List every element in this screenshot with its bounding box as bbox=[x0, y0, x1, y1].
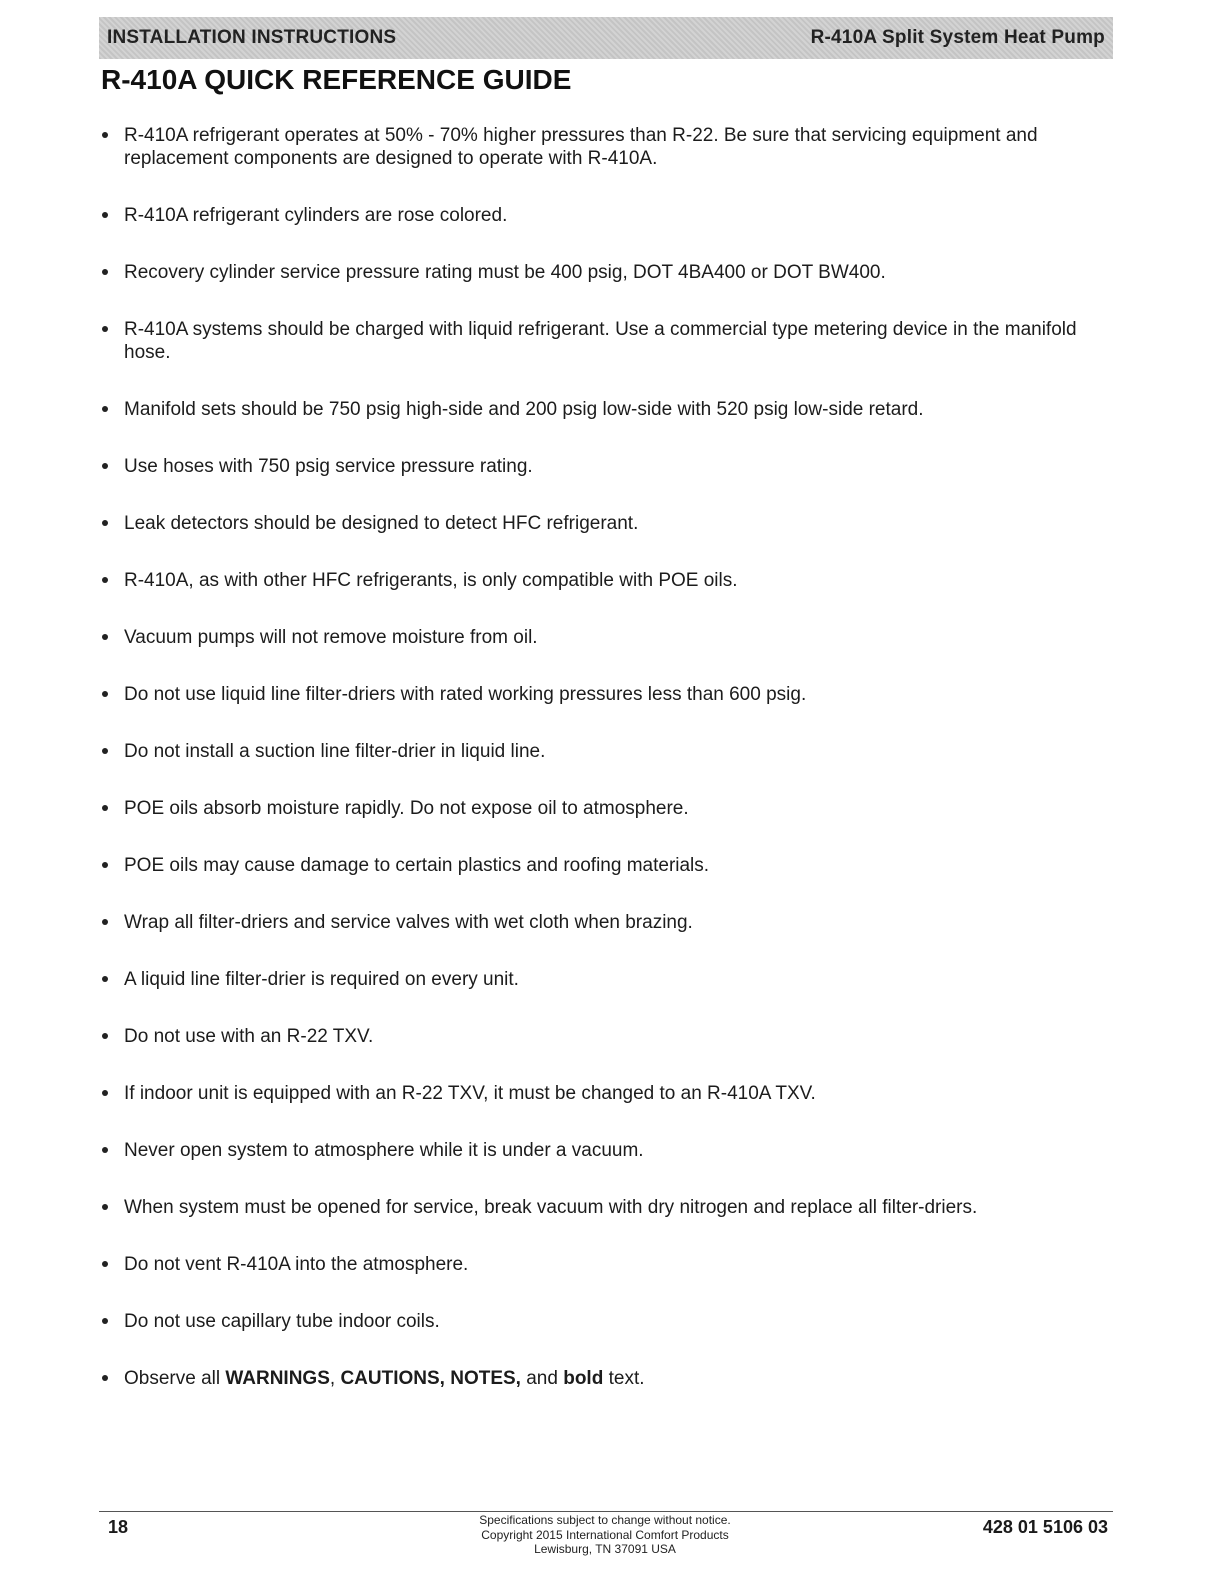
list-item bbox=[100, 318, 1110, 364]
bullet-icon bbox=[102, 1261, 108, 1267]
list-item bbox=[100, 261, 1110, 284]
list-item bbox=[100, 1253, 1110, 1276]
list-item-text: POE oils absorb moisture rapidly. Do not expose oil to atmosphere. bbox=[124, 798, 689, 819]
list-item-text: When system must be opened for service, break vacuum with dry nitrogen and replace all filter-driers. bbox=[124, 1197, 978, 1218]
bullet-icon bbox=[102, 634, 108, 640]
list-item bbox=[100, 1025, 1110, 1048]
list-item bbox=[100, 797, 1110, 820]
bullet-icon bbox=[102, 919, 108, 925]
page-title: R-410A QUICK REFERENCE GUIDE bbox=[101, 64, 572, 95]
list-item bbox=[100, 740, 1110, 763]
list-item bbox=[100, 1082, 1110, 1105]
list-item-text: Do not use with an R-22 TXV. bbox=[124, 1026, 374, 1047]
list-item-text: Manifold sets should be 750 psig high-side and 200 psig low-side with 520 psig low-side retard. bbox=[124, 399, 924, 420]
list-item-text: R-410A refrigerant operates at 50% - 70% higher pressures than R-22. Be sure that servicing equipment and replacement components are designed to operate with R-410A. bbox=[124, 125, 1038, 169]
list-item-text: Do not install a suction line filter-drier in liquid line. bbox=[124, 741, 546, 762]
list-item-text: Use hoses with 750 psig service pressure rating. bbox=[124, 456, 533, 477]
footer-divider bbox=[99, 1511, 1113, 1512]
bullet-icon bbox=[102, 212, 108, 218]
bullet-icon bbox=[102, 805, 108, 811]
bullet-icon bbox=[102, 1318, 108, 1324]
list-item-text: Leak detectors should be designed to detect HFC refrigerant. bbox=[124, 513, 639, 534]
bullet-icon bbox=[102, 1090, 108, 1096]
bullet-icon bbox=[102, 1147, 108, 1153]
bullet-icon bbox=[102, 976, 108, 982]
footer-line: Copyright 2015 International Comfort Products bbox=[481, 1527, 729, 1542]
bullet-icon bbox=[102, 1033, 108, 1039]
bullet-icon bbox=[102, 406, 108, 412]
list-item bbox=[100, 911, 1110, 934]
list-item-text: Wrap all filter-driers and service valves with wet cloth when brazing. bbox=[124, 912, 693, 933]
bullet-icon bbox=[102, 269, 108, 275]
list-item-text: Recovery cylinder service pressure rating must be 400 psig, DOT 4BA400 or DOT BW400. bbox=[124, 262, 886, 283]
bullet-icon bbox=[102, 520, 108, 526]
list-item-text: R-410A refrigerant cylinders are rose colored. bbox=[124, 205, 508, 226]
header-section-title: INSTALLATION INSTRUCTIONS bbox=[107, 27, 397, 48]
header-bar bbox=[99, 17, 1113, 59]
list-item bbox=[100, 204, 1110, 227]
bullet-icon bbox=[102, 1375, 108, 1381]
list-item bbox=[100, 1139, 1110, 1162]
list-item-text: POE oils may cause damage to certain plastics and roofing materials. bbox=[124, 855, 710, 876]
footer-notice bbox=[405, 1513, 805, 1557]
list-item bbox=[100, 455, 1110, 478]
list-item-text: R-410A, as with other HFC refrigerants, is only compatible with POE oils. bbox=[124, 570, 738, 591]
bullet-icon bbox=[102, 691, 108, 697]
list-item-text: Never open system to atmosphere while it is under a vacuum. bbox=[124, 1140, 644, 1161]
header-product-title: R-410A Split System Heat Pump bbox=[810, 27, 1105, 48]
list-item bbox=[100, 683, 1110, 706]
list-item-text: R-410A systems should be charged with liquid refrigerant. Use a commercial type metering device in the manifold hose. bbox=[124, 319, 1077, 363]
bullet-icon bbox=[102, 326, 108, 332]
bullet-icon bbox=[102, 1204, 108, 1210]
list-item-text: A liquid line filter-drier is required on every unit. bbox=[124, 969, 519, 990]
list-item bbox=[100, 626, 1110, 649]
list-item-text: Do not use capillary tube indoor coils. bbox=[124, 1311, 440, 1332]
bullet-list bbox=[100, 124, 1110, 1424]
footer-line: Specifications subject to change without notice. bbox=[479, 1513, 731, 1527]
list-item bbox=[100, 124, 1110, 170]
bullet-icon bbox=[102, 463, 108, 469]
list-item-text: Vacuum pumps will not remove moisture from oil. bbox=[124, 627, 538, 648]
list-item bbox=[100, 854, 1110, 877]
list-item-text: Do not use liquid line filter-driers with rated working pressures less than 600 psig. bbox=[124, 684, 807, 705]
list-item bbox=[100, 1196, 1110, 1219]
list-item bbox=[100, 512, 1110, 535]
list-item bbox=[100, 1367, 1110, 1390]
list-item-text: If indoor unit is equipped with an R-22 TXV, it must be changed to an R-410A TXV. bbox=[124, 1083, 816, 1104]
list-item bbox=[100, 569, 1110, 592]
list-item bbox=[100, 968, 1110, 991]
list-item-text: Do not vent R-410A into the atmosphere. bbox=[124, 1254, 469, 1275]
list-item bbox=[100, 1310, 1110, 1333]
document-number: 428 01 5106 03 bbox=[982, 1517, 1108, 1537]
list-item bbox=[100, 398, 1110, 421]
footer-line: Lewisburg, TN 37091 USA bbox=[534, 1542, 676, 1556]
bullet-icon bbox=[102, 862, 108, 868]
bullet-icon bbox=[102, 132, 108, 138]
list-item-text: Observe all WARNINGS, CAUTIONS, NOTES, and bold text. bbox=[124, 1368, 645, 1389]
bullet-icon bbox=[102, 748, 108, 754]
bullet-icon bbox=[102, 577, 108, 583]
page-number: 18 bbox=[108, 1517, 129, 1537]
